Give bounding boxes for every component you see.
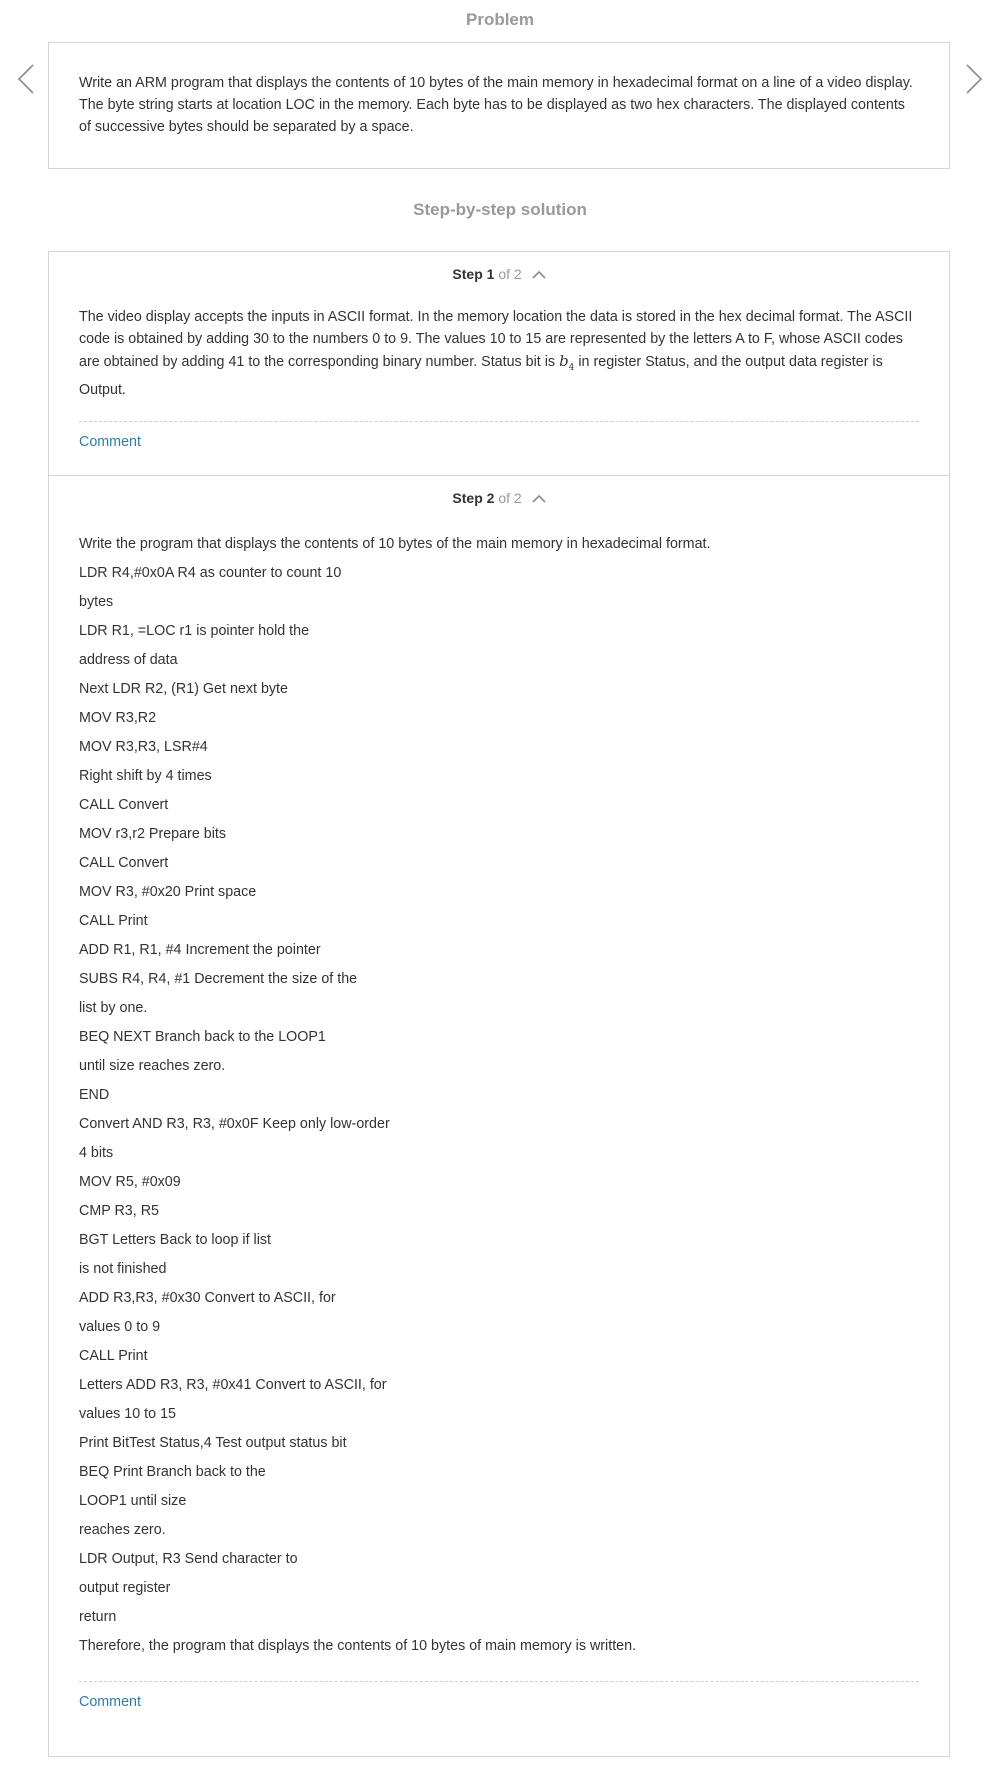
solution-line: LDR Output, R3 Send character to [79,1551,298,1567]
solution-line: until size reaches zero. [79,1058,226,1074]
solution-line: Convert AND R3, R3, #0x0F Keep only low-order [79,1116,390,1132]
step-1-header[interactable] [49,252,949,288]
solution-line: Next LDR R2, (R1) Get next byte [79,681,288,697]
solution-line: MOV R5, #0x09 [79,1174,181,1190]
problem-title: Problem [465,10,535,29]
solution-line: reaches zero. [79,1522,166,1538]
solution-line: values 0 to 9 [79,1319,161,1335]
solution-line: CALL Print [79,1348,148,1364]
solution-line: SUBS R4, R4, #1 Decrement the size of the [79,971,358,987]
solution-line: CALL Convert [79,797,169,813]
solution-line: MOV R3, #0x20 Print space [79,884,257,900]
step-1-text-after: in register Status, and the output data register is Output. [79,354,883,398]
status-bit-math [559,352,575,373]
chevron-left-icon [14,62,38,96]
solution-line: BGT Letters Back to loop if list [79,1232,272,1248]
step-1 [49,252,949,476]
problem-text: Write an ARM program that displays the contents of 10 bytes of the main memory in hexadecimal format on a line of a video display. The byte string starts at location LOC in the memory. Each byte has to be displayed as two hex characters. The displayed contents of successive bytes should be separated by a space. [79,75,913,135]
step-2-label: Step 2 [452,490,495,506]
solution-line: bytes [79,594,114,610]
solution-line: ADD R1, R1, #4 Increment the pointer [79,942,321,958]
next-button[interactable] [962,62,986,96]
step-2 [49,476,949,1757]
step-1-text-before: The video display accepts the inputs in ASCII format. In the memory location the data is stored in the hex decimal format. The ASCII code is obtained by adding 30 to the numbers 0 to 9. The values 10 to 15 are represented by the letters A to F, whose ASCII codes are obtained by adding 41 to the corresponding binary number. Status bit is [79,309,913,370]
steps-container [48,251,950,1757]
solution-line: LDR R4,#0x0A R4 as counter to count 10 [79,565,342,581]
math-subscript: 4 [568,363,575,373]
solution-line: LDR R1, =LOC r1 is pointer hold the [79,623,310,639]
chevron-up-icon[interactable] [532,491,546,507]
step-2-comment-link[interactable]: Comment [79,1694,141,1710]
solution-line: END [79,1087,110,1103]
solution-title: Step-by-step solution [413,200,587,219]
solution-line: is not finished [79,1261,167,1277]
prev-button[interactable] [14,62,38,96]
step-1-comment-link[interactable]: Comment [79,434,141,450]
step-2-header[interactable] [49,476,949,512]
step-1-body [49,288,949,401]
solution-line: Print BitTest Status,4 Test output status bit [79,1435,347,1451]
solution-line: Therefore, the program that displays the contents of 10 bytes of main memory is written. [79,1638,637,1654]
solution-line: return [79,1609,117,1625]
solution-line: output register [79,1580,171,1596]
solution-line: address of data [79,652,178,668]
step-1-count: of 2 [498,266,522,282]
solution-line: CALL Print [79,913,148,929]
solution-line: list by one. [79,1000,148,1016]
solution-line: Letters ADD R3, R3, #0x41 Convert to ASCII, for [79,1377,387,1393]
problem-box [48,42,950,169]
solution-line: MOV R3,R3, LSR#4 [79,739,208,755]
solution-line: 4 bits [79,1145,114,1161]
solution-line: CMP R3, R5 [79,1203,159,1219]
solution-line: LOOP1 until size [79,1493,187,1509]
step-2-count: of 2 [498,490,522,506]
solution-line: MOV r3,r2 Prepare bits [79,826,226,842]
step-1-text [79,306,919,401]
chevron-up-icon[interactable] [532,267,546,283]
math-variable: b [559,352,569,370]
solution-line: ADD R3,R3, #0x30 Convert to ASCII, for [79,1290,336,1306]
step-2-body [49,512,949,1661]
solution-line: MOV R3,R2 [79,710,157,726]
solution-line: BEQ NEXT Branch back to the LOOP1 [79,1029,326,1045]
divider [79,1681,919,1682]
solution-line: CALL Convert [79,855,169,871]
solution-line: Write the program that displays the contents of 10 bytes of the main memory in hexadecimal format. [79,536,711,552]
solution-line: values 10 to 15 [79,1406,176,1422]
step-1-label: Step 1 [452,266,495,282]
divider [79,421,919,422]
chevron-right-icon [962,62,986,96]
solution-line: BEQ Print Branch back to the [79,1464,266,1480]
solution-line: Right shift by 4 times [79,768,212,784]
